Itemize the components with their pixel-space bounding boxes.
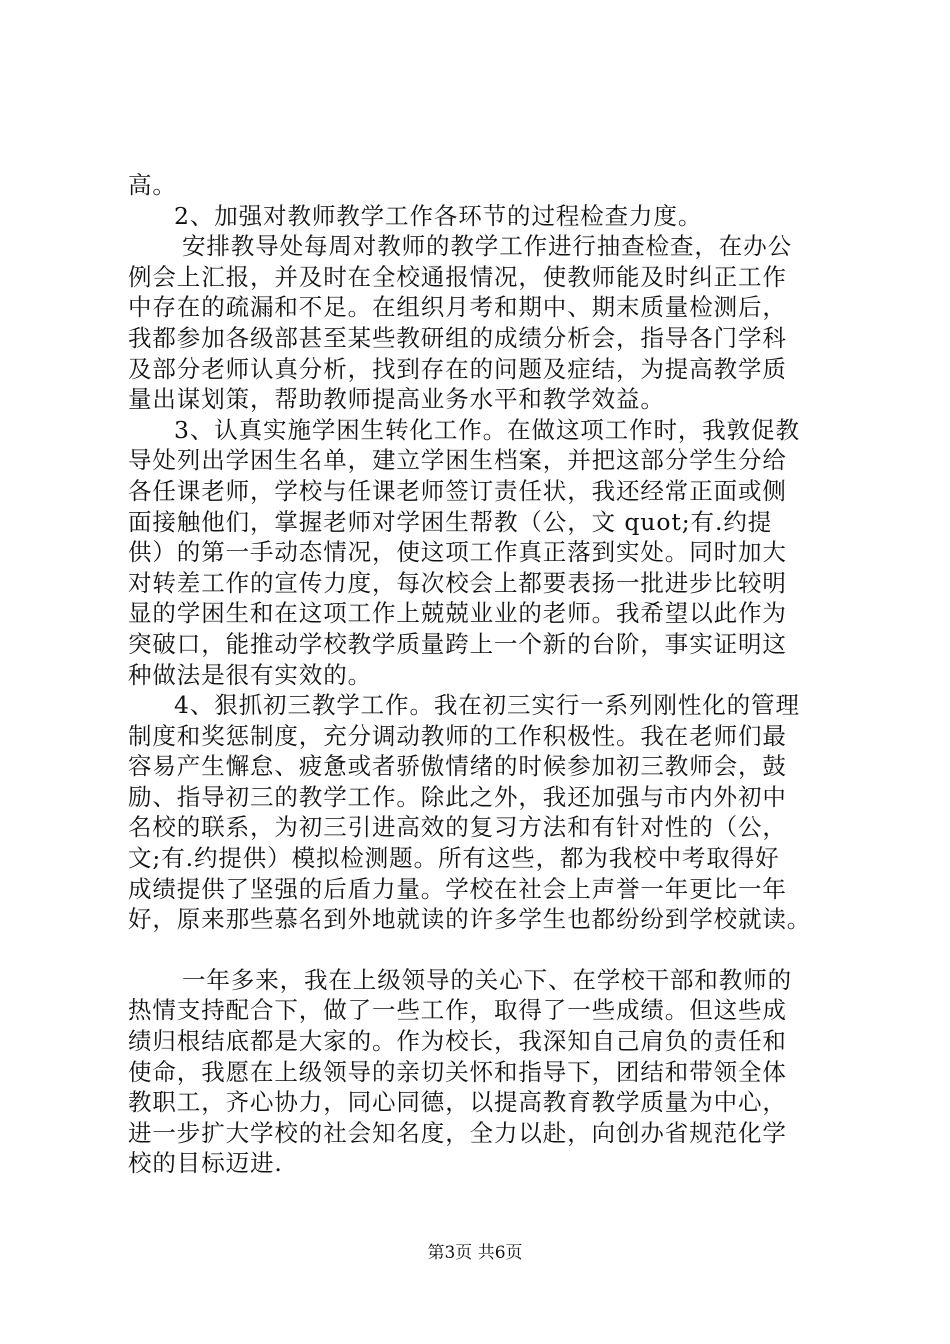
text-line: 校的目标迈进. [128,1149,283,1178]
text-line: 显的学困生和在这项工作上兢兢业业的老师。我希望以此作为 [128,599,787,628]
text-line: 好，原来那些慕名到外地就读的许多学生也都纷纷到学校就读。 [128,905,812,934]
text-line: 种做法是很有实效的。 [128,660,372,689]
text-line: 绩归根结底都是大家的。作为校长，我深知自己肩负的责任和 [128,1027,787,1056]
text-line: 使命，我愿在上级领导的亲切关怀和指导下，团结和带领全体 [128,1057,787,1086]
text-line: 成绩提供了坚强的后盾力量。学校在社会上声誉一年更比一年 [128,874,787,903]
text-line: 及部分老师认真分析，找到存在的问题及症结，为提高教学质 [128,354,787,383]
section-heading: 4、狠抓初三教学工作。我在初三实行一系列刚性化的管理 [174,691,800,720]
text-line: 安排教导处每周对教师的教学工作进行抽查检查，在办公 [182,232,792,261]
section-heading: 2、加强对教师教学工作各环节的过程检查力度。 [174,201,703,230]
text-line: 突破口，能推动学校教学质量跨上一个新的台阶，事实证明这 [128,629,787,658]
text-line: 中存在的疏漏和不足。在组织月考和期中、期末质量检测后， [128,293,787,322]
text-line: 对转差工作的宣传力度，每次校会上都要表扬一批进步比较明 [128,568,787,597]
text-line: 制度和奖惩制度，充分调动教师的工作积极性。我在老师们最 [128,721,787,750]
text-line: 教职工，齐心协力，同心同德，以提高教育教学质量为中心， [128,1088,787,1117]
text-line: 各任课老师，学校与任课老师签订责任状，我还经常正面或侧 [128,476,787,505]
page-number-footer: 第3页 共6页 [427,1243,523,1263]
text-line: 名校的联系，为初三引进高效的复习方法和有针对性的（公， [128,813,787,842]
paragraph-gap [128,935,848,965]
section-heading: 3、认真实施学困生转化工作。在做这项工作时，我敦促教 [174,415,800,444]
text-line: 热情支持配合下，做了一些工作，取得了一些成绩。但这些成 [128,996,787,1025]
text-line: 高。 [128,171,177,199]
text-line: 进一步扩大学校的社会知名度，全力以赴，向创办省规范化学 [128,1118,787,1147]
text-line: 我都参加各级部甚至某些教研组的成绩分析会，指导各门学科 [128,323,787,352]
text-line: 励、指导初三的教学工作。除此之外，我还加强与市内外初中 [128,782,787,811]
document-body [128,170,848,1179]
text-line: 面接触他们，掌握老师对学困生帮教（公，文 quot;有.约提 [128,507,773,536]
text-line: 量出谋划策，帮助教师提高业务水平和教学效益。 [128,385,665,414]
text-line: 文;有.约提供）模拟检测题。所有这些，都为我校中考取得好 [128,844,780,873]
text-line: 导处列出学困生名单，建立学困生档案，并把这部分学生分给 [128,446,787,475]
text-line: 一年多来，我在上级领导的关心下、在学校干部和教师的 [182,965,792,994]
text-line: 容易产生懈怠、疲惫或者骄傲情绪的时候参加初三教师会，鼓 [128,752,787,781]
text-line: 供）的第一手动态情况，使这项工作真正落到实处。同时加大 [128,538,787,567]
text-line: 例会上汇报，并及时在全校通报情况，使教师能及时纠正工作 [128,262,787,291]
